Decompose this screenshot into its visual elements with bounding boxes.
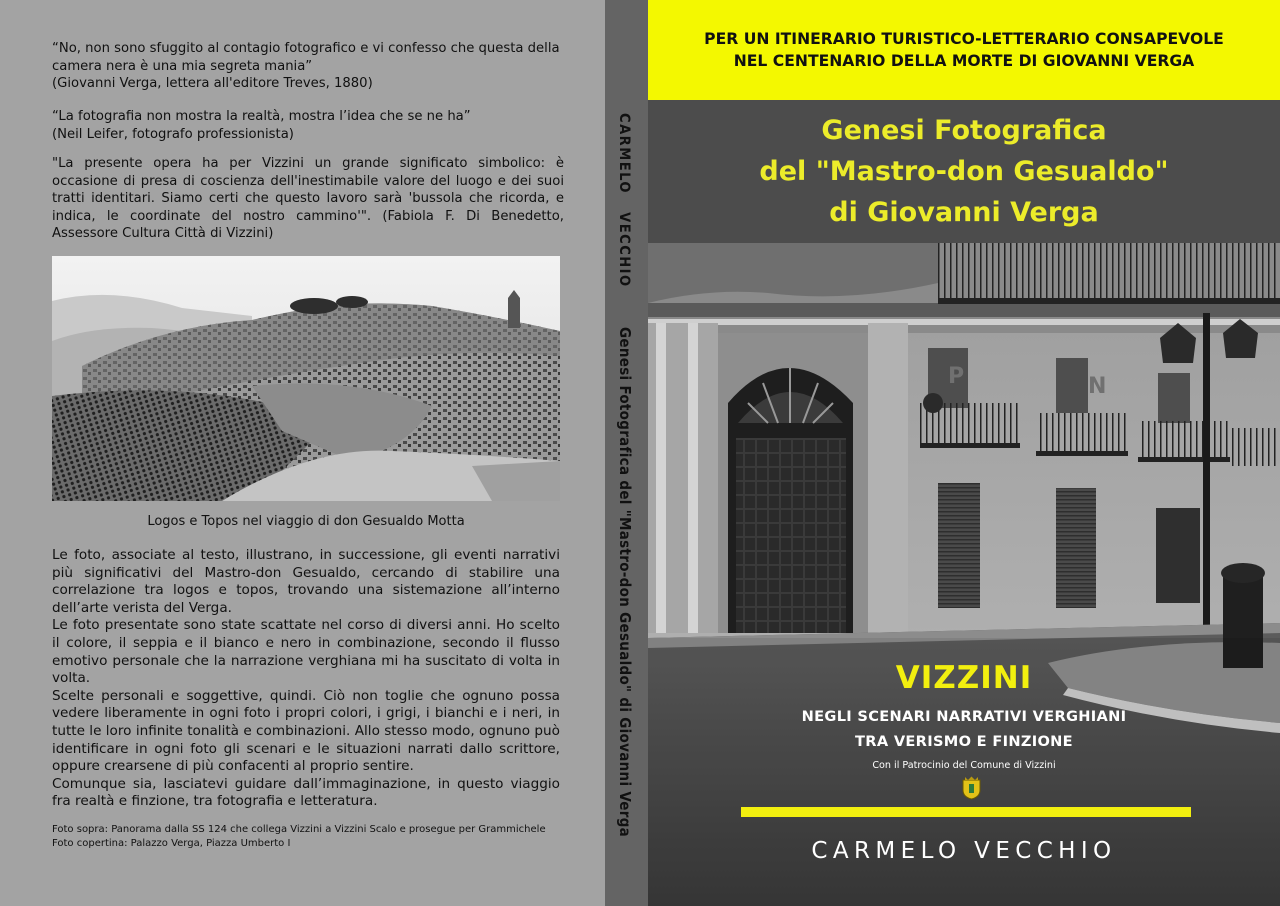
body-paragraph: Comunque sia, lasciatevi guidare dall’immaginazione, in questo viaggio fra realtà e finzione, tra fotografia e letteratura. — [52, 775, 560, 810]
photo-credit-line: Foto sopra: Panorama dalla SS 124 che collega Vizzini a Vizzini Scalo e prosegue per Grammichele — [52, 824, 546, 835]
banner-line: NEL CENTENARIO DELLA MORTE DI GIOVANNI VERGA — [733, 52, 1195, 70]
leifer-quote-attribution: (Neil Leifer, fotografo professionista) — [52, 126, 294, 142]
leifer-quote — [52, 108, 564, 143]
vizzini-panorama-image — [52, 256, 560, 501]
title-line: del "Mastro-don Gesualdo" — [759, 156, 1169, 187]
patronage-note: Con il Patrocinio del Comune di Vizzini — [872, 760, 1056, 771]
book-title — [648, 100, 1280, 243]
body-paragraph: Scelte personali e soggettive, quindi. Ciò non toglie che ognuno possa vedere liberamente in ogni foto i propri colori, i grigi, i bianchi e i neri, in tutte le loro infinite tonalità e combinazioni. Allo stesso modo, ognuno può identificare in ogni foto gli scenari e le situazioni narrati dallo scrittore, oppure crearsene di più confacenti al proprio sentire. — [52, 687, 560, 775]
body-paragraph: Le foto presentate sono state scattate nel corso di diversi anni. Ho scelto il colore, il seppia e il bianco e nero in combinazione, secondo il flusso emotivo personale che la narrazione verghiana mi ha suscitato di volta in volta. — [52, 617, 560, 687]
book-spine — [605, 0, 648, 906]
title-line: di Giovanni Verga — [829, 197, 1099, 228]
verga-quote-attribution: (Giovanni Verga, lettera all'editore Treves, 1880) — [52, 76, 373, 91]
yellow-divider — [741, 807, 1191, 817]
centenary-banner — [648, 0, 1280, 100]
back-cover-body — [52, 547, 560, 811]
body-paragraph: Le foto, associate al testo, illustrano, in successione, gli eventi narrativi più significativi del Mastro-don Gesualdo, cercando di stabilire una correlazione tra logos e topos, trovando una sistemazione all’interno dell’arte verista del Verga. — [52, 547, 560, 616]
city-title: VIZZINI — [895, 660, 1033, 696]
verga-quote — [52, 40, 564, 93]
building-sign-n: N — [1088, 374, 1107, 399]
banner-line: PER UN ITINERARIO TURISTICO-LETTERARIO CONSAPEVOLE — [704, 30, 1224, 48]
building-sign-p: P — [948, 364, 965, 389]
photo-credits — [52, 823, 572, 851]
panorama-photo — [52, 256, 560, 501]
cover-author: CARMELO VECCHIO — [811, 838, 1117, 864]
back-cover — [0, 0, 605, 906]
panorama-caption: Logos e Topos nel viaggio di don Gesualdo Motta — [147, 514, 465, 529]
verga-quote-text: “No, non sono sfuggito al contagio fotografico e vi confesso che questa della camera nera è una mia segreta mania” — [52, 41, 560, 74]
subtitle-line-1: NEGLI SCENARI NARRATIVI VERGHIANI — [801, 708, 1127, 725]
assessore-quote: "La presente opera ha per Vizzini un grande significato simbolico: è occasione di presa di coscienza dell'inestimabile valore del luogo e dei suoi tratti identitari. Siamo certi che questo lavoro sarà 'bussola che ricorda, e indica, le coordinate del nostro cammino'". (Fabiola F. Di Benedetto, Assessore Cultura Città di Vizzini) — [52, 156, 564, 241]
title-line: Genesi Fotografica — [821, 115, 1107, 146]
photo-credit-line: Foto copertina: Palazzo Verga, Piazza Umberto I — [52, 838, 291, 849]
vizzini-crest-icon — [961, 776, 982, 800]
spine-title: Genesi Fotografica del "Mastro-don Gesualdo" di Giovanni Verga — [616, 327, 634, 838]
spine-author: CARMELO VECCHIO — [616, 113, 632, 288]
front-cover — [648, 0, 1280, 906]
subtitle-line-2: TRA VERISMO E FINZIONE — [855, 733, 1073, 750]
leifer-quote-text: “La fotografia non mostra la realtà, mostra l’idea che se ne ha” — [52, 109, 471, 124]
